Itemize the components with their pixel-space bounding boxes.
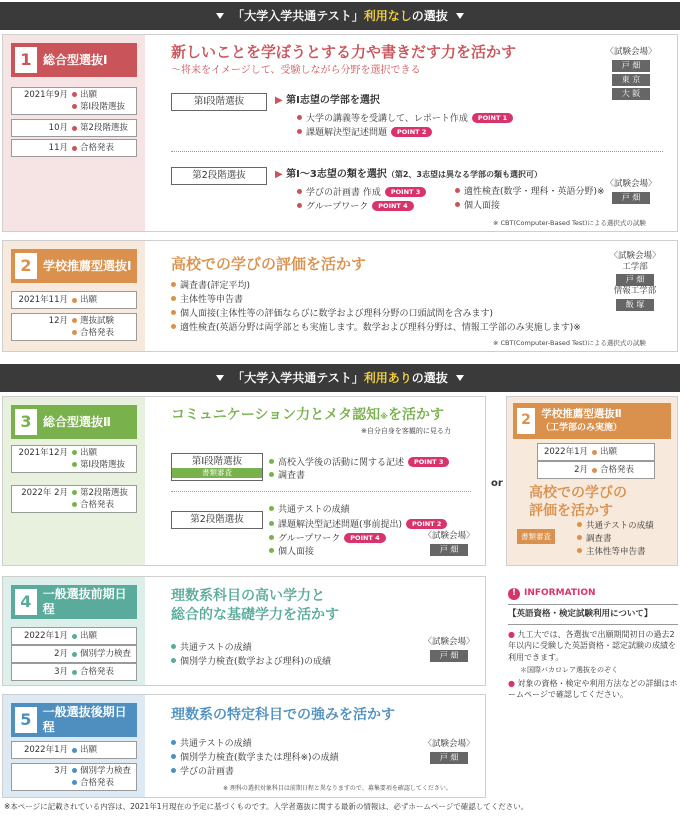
- timeline-row: 2021年11月 出願: [11, 291, 137, 309]
- card-general-late: [2, 694, 486, 798]
- venue: 〈試験会場〉 戸 畑: [605, 179, 657, 202]
- footnote: ※ CBT(Computer-Based Test)による選択式の試験: [493, 219, 646, 227]
- list-item: 個人面接(主体性等の評価ならびに数学および理科分野の口頭試問を含みます): [171, 309, 493, 320]
- doc-review-label: 書類審査: [517, 529, 555, 544]
- card-heading: 理数系の特定科目での強みを活かす: [171, 707, 395, 723]
- venue: 〈試験会場〉 戸 畑: [423, 637, 475, 660]
- list-item: 主体性等申告書: [171, 295, 243, 306]
- card-heading: コミュニケーション力とメタ認知※を活かす: [171, 407, 444, 423]
- list-item: 共通テストの成績: [269, 505, 350, 516]
- timeline-row: 12月 選抜試験 合格発表: [11, 313, 137, 341]
- card-heading: 新しいことを学ぼうとする力や書きだす力を活かす: [171, 43, 517, 61]
- timeline-row: 2021年9月 出願 第Ⅰ段階選抜: [11, 87, 137, 115]
- stage-title: ▶ 第Ⅰ～3志望の類を選択（第2、3志望は異なる学部の類も選択可）: [275, 169, 542, 180]
- timeline-row: 3月 個別学力検査 合格発表: [11, 763, 137, 791]
- timeline-row: 10月 第2段階選抜: [11, 119, 137, 137]
- card-heading: 理数系科目の高い学力と 総合的な基礎学力を活かす: [171, 588, 339, 623]
- timeline-row: 3月 合格発表: [11, 663, 137, 681]
- list-item: 共通テストの成績: [171, 739, 252, 750]
- list-item: グループワーク POINT 4: [297, 201, 414, 213]
- category-tag: 5 一般選抜後期日程: [11, 703, 137, 737]
- list-item: 調査書: [577, 534, 612, 545]
- list-item: 課題解決型記述問題(事前提出) POINT 2: [269, 519, 447, 531]
- timeline-row: 2022年1月 出願: [11, 627, 137, 645]
- card-comprehensive-2: [2, 396, 486, 566]
- list-item: 調査書(評定平均): [171, 281, 250, 292]
- section-header-no-common-test: 「大学入学共通テスト」 利用なし の選抜: [0, 2, 680, 30]
- venue: 〈試験会場〉 工学部 戸 畑 情報工学部 飯 塚: [609, 251, 661, 309]
- list-item: 高校入学後の活動に関する記述 POINT 3: [269, 457, 449, 469]
- info-text: ● 九工大では、各選抜で出願期間初日の過去2年以内に受験した英語資格・認定試験の成績を利用できます。 ＊国際バカロレア選抜をのぞく ● 対象の資格・検定や利用方法などの詳細はホームページで確認してください。: [508, 624, 678, 701]
- divider: [171, 151, 663, 152]
- category-tag: 2 学校推薦型選抜Ⅰ: [11, 249, 137, 283]
- timeline-row: 2月 合格発表: [537, 461, 655, 479]
- category-tag: 2 学校推薦型選抜Ⅱ （工学部のみ実施）: [513, 403, 671, 439]
- list-item: 個別学力検査(数学または理科※)の成績: [171, 753, 339, 764]
- list-item: 学びの計画書: [171, 767, 234, 778]
- timeline-row: 2月 個別学力検査: [11, 645, 137, 663]
- card-general-early: [2, 576, 486, 686]
- card-comprehensive-1: [2, 34, 678, 232]
- list-item: 調査書: [269, 471, 305, 482]
- divider: [171, 491, 471, 492]
- stage-label: 第Ⅰ段階選抜: [171, 93, 267, 111]
- list-item: 適性検査(英語分野は両学部とも実施します。数学および理科分野は、情報工学部のみ実施します)※: [171, 323, 581, 334]
- triangle-icon: [456, 375, 464, 381]
- card-subheading: ～将来をイメージして、受験しながら分野を選択できる: [171, 65, 421, 76]
- heading-note: ※自分自身を客観的に見る力: [361, 427, 451, 435]
- timeline-row: 2022年1月 出願: [11, 741, 137, 759]
- card-heading: 高校での学びの 評価を活かす: [529, 485, 627, 519]
- info-icon: !: [508, 588, 520, 600]
- list-item: 学びの計画書 作成 POINT 3: [297, 187, 426, 199]
- list-item: 大学の講義等を受講して、レポート作成 POINT 1: [297, 113, 513, 125]
- card-school-recommend-1: [2, 240, 678, 352]
- venue: 〈試験会場〉 戸 畑 東 京 大 阪: [605, 47, 657, 98]
- list-item: 適性検査(数学・理科・英語分野)※: [455, 187, 605, 198]
- card-school-recommend-2: [506, 396, 678, 566]
- list-item: 個人面接: [455, 201, 500, 212]
- stage-title: ▶ 第Ⅰ志望の学部を選択: [275, 95, 380, 106]
- triangle-icon: [216, 13, 224, 19]
- page-footer-note: ※本ページに記載されている内容は、2021年1月現在の予定に基づくものです。入学者選抜に関する最新の情報は、必ずホームページで確認してください。: [4, 802, 529, 811]
- section-header-with-common-test: 「大学入学共通テスト」 利用あり の選抜: [0, 364, 680, 392]
- venue: 〈試験会場〉 戸 畑: [423, 739, 475, 762]
- list-item: 個別学力検査(数学および理科)の成績: [171, 657, 331, 668]
- list-item: 共通テストの成績: [171, 643, 252, 654]
- category-tag: 4 一般選抜前期日程: [11, 585, 137, 619]
- list-item: 課題解決型記述問題 POINT 2: [297, 127, 432, 139]
- card-heading: 高校での学びの評価を活かす: [171, 255, 367, 273]
- stage-label: 第2段階選抜: [171, 167, 267, 185]
- timeline-row: 11月 合格発表: [11, 139, 137, 157]
- stage-label: 第2段階選抜: [171, 511, 263, 529]
- timeline-row: 2022年1月 出願: [537, 443, 655, 461]
- info-subtitle: 【英語資格・検定試験利用について】: [508, 604, 678, 620]
- venue: 〈試験会場〉 戸 畑: [423, 531, 475, 554]
- list-item: グループワーク POINT 4: [269, 533, 386, 545]
- stage-label: 第Ⅰ段階選抜 書類審査: [171, 453, 263, 481]
- category-tag: 3 総合型選抜Ⅱ: [11, 405, 137, 439]
- triangle-icon: [456, 13, 464, 19]
- list-item: 主体性等申告書: [577, 547, 646, 558]
- timeline-row: 2021年12月 出願 第Ⅰ段階選抜: [11, 445, 137, 473]
- info-title: INFORMATION: [524, 588, 596, 599]
- list-item: 個人面接: [269, 547, 314, 558]
- footnote: ※ 理科の選択対象科目は前期日程と異なりますので、募集要項を確認してください。: [223, 785, 452, 792]
- category-tag: 1 総合型選抜Ⅰ: [11, 43, 137, 77]
- list-item: 共通テストの成績: [577, 521, 654, 532]
- triangle-icon: [216, 375, 224, 381]
- info-panel: [508, 588, 678, 701]
- timeline-row: 2022年 2月 第2段階選抜 合格発表: [11, 485, 137, 513]
- footnote: ※ CBT(Computer-Based Test)による選択式の試験: [493, 339, 646, 347]
- or-label: or: [491, 478, 503, 489]
